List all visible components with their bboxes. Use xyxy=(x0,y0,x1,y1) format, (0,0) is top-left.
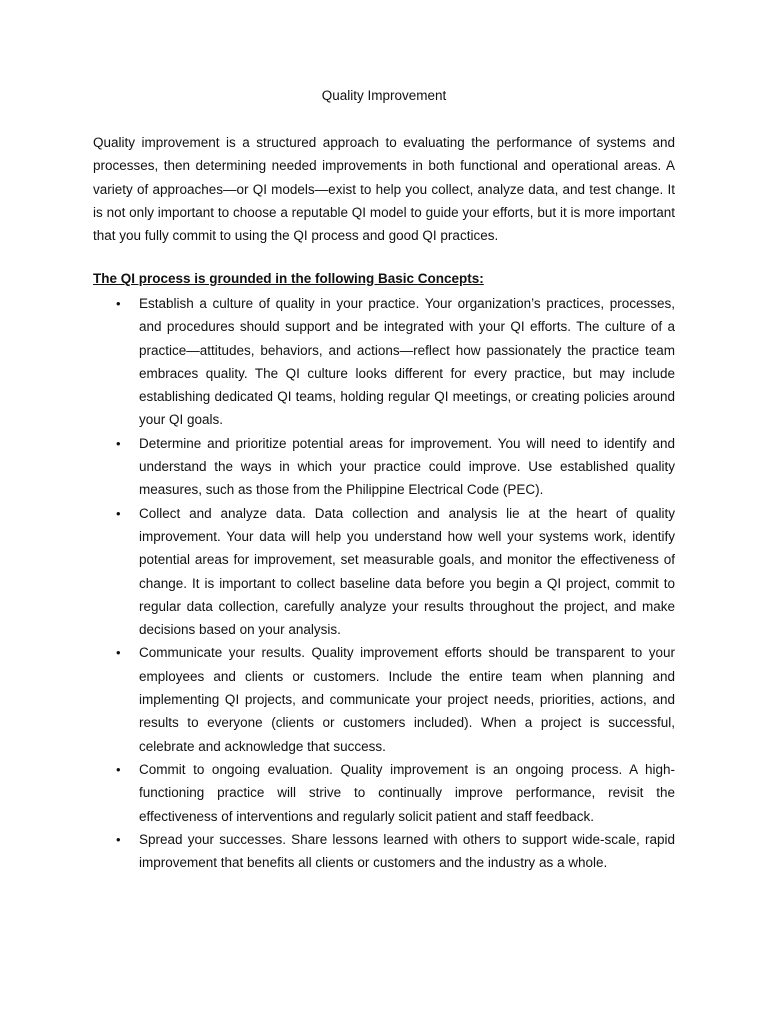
bullet-icon: • xyxy=(116,831,121,847)
list-item xyxy=(93,641,675,757)
concept-text: Collect and analyze data. Data collection and analysis lie at the heart of quality improvement. Your data will help you understand how well your systems work, identify potential areas for improvement, set measurable goals, and monitor the effectiveness of change. It is important to collect baseline data before you begin a QI project, commit to regular data collection, carefully analyze your results throughout the project, and make decisions based on your analysis. xyxy=(139,505,675,638)
concept-text: Determine and prioritize potential areas for improvement. You will need to identify and understand the ways in which your practice could improve. Use established quality measures, such as those from the Philippine Electrical Code (PEC). xyxy=(139,435,675,498)
intro-paragraph: Quality improvement is a structured approach to evaluating the performance of systems and processes, then determining needed improvements in both functional and operational areas. A variety of approaches—or QI models—exist to help you collect, analyze data, and test change. It is not only important to choose a reputable QI model to guide your efforts, but it is more important that you fully commit to using the QI process and good QI practices. xyxy=(93,135,675,244)
bullet-icon: • xyxy=(116,761,121,777)
document-title: Quality Improvement xyxy=(321,88,447,103)
concept-text: Establish a culture of quality in your practice. Your organization’s practices, processes, and procedures should support and be integrated with your QI efforts. The culture of a practice—attitudes, behaviors, and actions—reflect how passionately the practice team embraces quality. The QI culture looks different for every practice, but may include establishing dedicated QI teams, holding regular QI meetings, or creating policies around your QI goals. xyxy=(139,296,675,428)
bullet-icon: • xyxy=(116,505,121,521)
bullet-icon: • xyxy=(116,645,121,661)
bullet-icon: • xyxy=(116,296,121,311)
concept-list xyxy=(93,292,675,874)
list-item xyxy=(93,758,675,828)
concept-text: Commit to ongoing evaluation. Quality improvement is an ongoing process. A high-functioning practice will strive to continually improve performance, revisit the effectiveness of interventions and regularly solicit patient and staff feedback. xyxy=(139,761,675,824)
bullet-icon: • xyxy=(116,435,121,451)
concept-text: Communicate your results. Quality improvement efforts should be transparent to your employees and clients or customers. Include the entire team when planning and implementing QI projects, and communicate your project needs, priorities, actions, and results to everyone (clients or customers included). When a project is successful, celebrate and acknowledge that success. xyxy=(139,645,675,754)
list-item xyxy=(93,828,675,875)
list-item xyxy=(93,292,675,432)
section-heading: The QI process is grounded in the following Basic Concepts: xyxy=(93,271,484,286)
list-item xyxy=(93,502,675,642)
list-item xyxy=(93,432,675,502)
concept-text: Spread your successes. Share lessons learned with others to support wide-scale, rapid improvement that benefits all clients or customers and the industry as a whole. xyxy=(139,831,675,871)
